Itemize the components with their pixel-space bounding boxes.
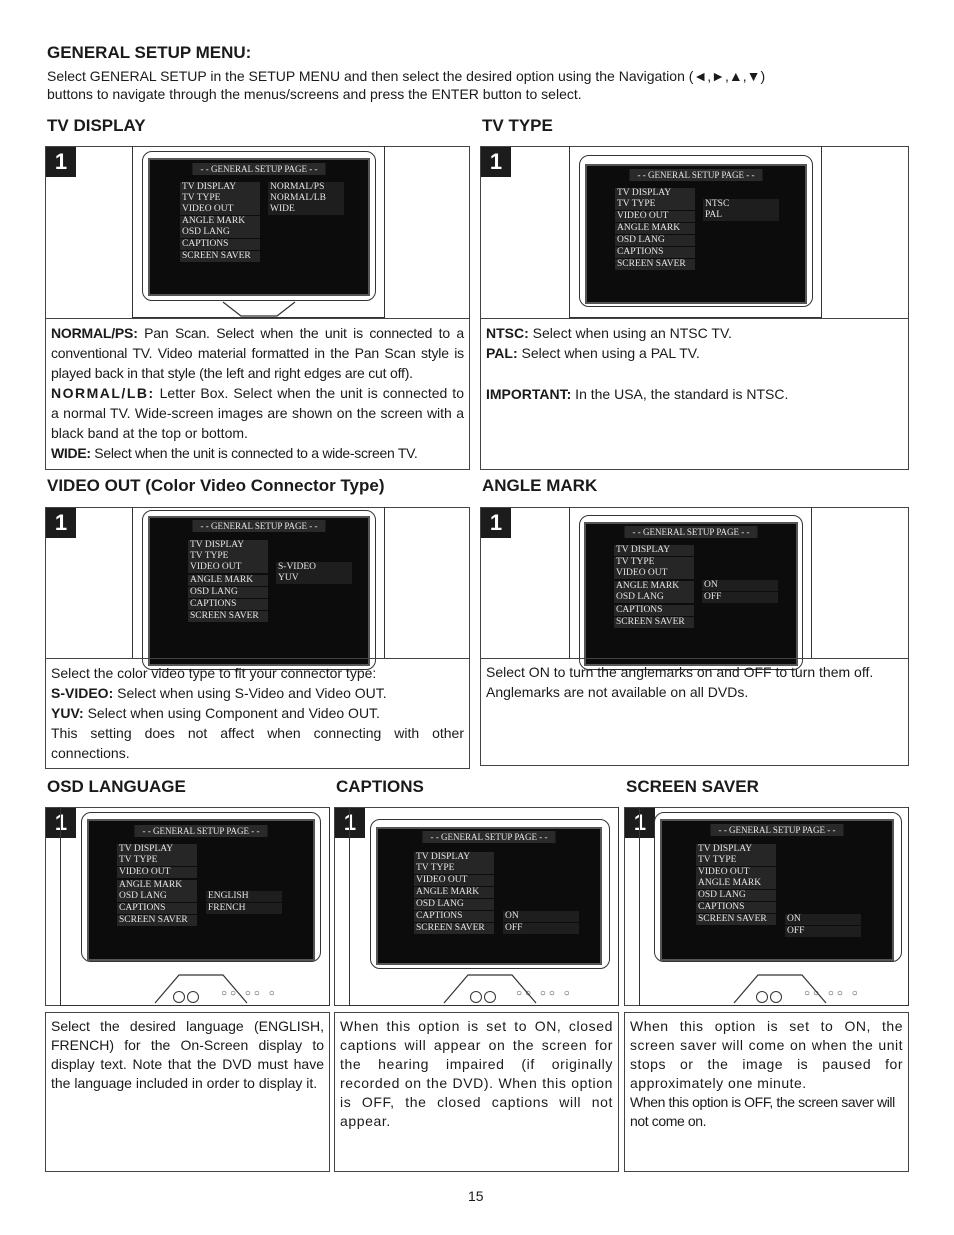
menu-item-tv-type: TV TYPE bbox=[614, 557, 694, 568]
screen-saver-paragraph-2: When this option is OFF, the screen saver will not come on. bbox=[630, 1094, 895, 1129]
front-buttons bbox=[470, 991, 496, 1003]
option-wide: WIDE bbox=[268, 204, 344, 215]
step-badge: 1 bbox=[335, 808, 365, 838]
tv-set bbox=[132, 507, 385, 659]
ntsc-text: Select when using an NTSC TV. bbox=[528, 325, 732, 341]
pal-paragraph bbox=[486, 343, 903, 363]
tv-set bbox=[132, 146, 385, 318]
section-title-screen-saver: SCREEN SAVER bbox=[626, 777, 759, 796]
menu-item-osd-lang: OSD LANG bbox=[696, 890, 776, 901]
tv-set bbox=[639, 807, 909, 1006]
angle-mark-illustration bbox=[480, 507, 909, 659]
tv-screen bbox=[148, 516, 370, 666]
menu-item-video-out: VIDEO OUT bbox=[615, 211, 695, 222]
menu-item-video-out: VIDEO OUT bbox=[117, 867, 197, 878]
yuv-paragraph bbox=[51, 703, 464, 723]
step-badge: 1 bbox=[625, 808, 655, 838]
option-yuv: YUV bbox=[276, 573, 352, 584]
section-title-angle-mark: ANGLE MARK bbox=[482, 476, 598, 495]
intro-text bbox=[47, 67, 907, 103]
normal-ps-text: Pan Scan. Select when the unit is connected to a conventional TV. Video material formatted in the Pan Scan style is played back in that style (the left and right edges are cut off). bbox=[51, 325, 464, 381]
option-on: ON bbox=[785, 914, 861, 925]
option-s-video: S-VIDEO bbox=[276, 562, 352, 573]
step-badge: 1 bbox=[481, 147, 511, 177]
angle-mark-paragraph-2: Anglemarks are not available on all DVDs. bbox=[486, 684, 749, 700]
menu-item-video-out: VIDEO OUT bbox=[180, 204, 260, 215]
ntsc-paragraph bbox=[486, 323, 903, 343]
front-buttons bbox=[173, 991, 199, 1003]
normal-lb-paragraph bbox=[51, 383, 464, 443]
step-badge: 1 bbox=[46, 808, 76, 838]
normal-lb-label: NORMAL/LB: bbox=[51, 385, 155, 401]
option-ntsc: NTSC bbox=[703, 199, 779, 210]
option-normal-lb: NORMAL/LB bbox=[268, 193, 344, 204]
osd-language-paragraph: Select the desired language (ENGLISH, FRENCH) for the On-Screen display to display text. Note that the DVD must have the language included in order to display it. bbox=[51, 1018, 324, 1091]
menu-item-video-out: VIDEO OUT bbox=[188, 562, 268, 573]
menu-item-tv-display: TV DISPLAY bbox=[188, 540, 268, 551]
front-indicators: ○○ ○○ ○ bbox=[221, 988, 278, 999]
wide-text: Select when the unit is connected to a wide-screen TV. bbox=[90, 445, 418, 461]
osd-language-illustration bbox=[45, 807, 330, 1006]
captions-illustration bbox=[334, 807, 619, 1006]
pal-label: PAL: bbox=[486, 345, 518, 361]
menu-item-captions: CAPTIONS bbox=[614, 605, 694, 616]
menu-item-tv-display: TV DISPLAY bbox=[180, 182, 260, 193]
option-french: FRENCH bbox=[206, 903, 282, 914]
menu-item-screen-saver: SCREEN SAVER bbox=[414, 923, 494, 934]
screen-title: - - GENERAL SETUP PAGE - - bbox=[423, 831, 556, 843]
menu-item-screen-saver: SCREEN SAVER bbox=[188, 611, 268, 622]
s-video-text: Select when using S-Video and Video OUT. bbox=[113, 685, 387, 701]
video-out-note: This setting does not affect when connecting with other connections. bbox=[51, 725, 464, 761]
important-paragraph bbox=[486, 384, 903, 404]
tv-screen bbox=[660, 819, 894, 961]
step-badge: 1 bbox=[481, 508, 511, 538]
menu-item-angle-mark: ANGLE MARK bbox=[180, 216, 260, 227]
menu-item-angle-mark: ANGLE MARK bbox=[188, 575, 268, 586]
menu-item-osd-lang: OSD LANG bbox=[188, 587, 268, 598]
screen-title: - - GENERAL SETUP PAGE - - bbox=[711, 824, 844, 836]
tv-set bbox=[569, 146, 822, 318]
menu-item-video-out: VIDEO OUT bbox=[414, 875, 494, 886]
tv-screen bbox=[87, 819, 315, 961]
yuv-label: YUV: bbox=[51, 705, 84, 721]
menu-item-osd-lang: OSD LANG bbox=[614, 592, 694, 603]
menu-item-screen-saver: SCREEN SAVER bbox=[615, 259, 695, 270]
front-buttons bbox=[756, 991, 782, 1003]
important-text: In the USA, the standard is NTSC. bbox=[571, 386, 789, 402]
front-indicators: ○○ ○○ ○ bbox=[804, 988, 861, 999]
angle-mark-paragraph-1: Select ON to turn the anglemarks on and OFF to turn them off. bbox=[486, 664, 874, 680]
option-english: ENGLISH bbox=[206, 891, 282, 902]
tv-display-description bbox=[45, 318, 470, 470]
screen-title: - - GENERAL SETUP PAGE - - bbox=[630, 169, 763, 181]
menu-item-captions: CAPTIONS bbox=[696, 902, 776, 913]
menu-item-tv-display: TV DISPLAY bbox=[414, 852, 494, 863]
menu-item-tv-type: TV TYPE bbox=[180, 193, 260, 204]
option-normal-ps: NORMAL/PS bbox=[268, 182, 344, 193]
page-heading: GENERAL SETUP MENU: bbox=[47, 43, 252, 62]
option-off: OFF bbox=[503, 923, 579, 934]
tv-stand bbox=[151, 967, 251, 1007]
menu-item-screen-saver: SCREEN SAVER bbox=[696, 914, 776, 925]
important-label: IMPORTANT: bbox=[486, 386, 572, 402]
ntsc-label: NTSC: bbox=[486, 325, 529, 341]
yuv-text: Select when using Component and Video OUT. bbox=[83, 705, 380, 721]
menu-item-captions: CAPTIONS bbox=[615, 247, 695, 258]
menu-item-angle-mark: ANGLE MARK bbox=[117, 880, 197, 891]
menu-item-angle-mark: ANGLE MARK bbox=[614, 581, 694, 592]
screen-saver-paragraph-1: When this option is set to ON, the screen saver will come on when the unit stops or the image is paused for approximately one minute. bbox=[630, 1018, 903, 1091]
video-out-intro: Select the color video type to fit your connector type: bbox=[51, 665, 377, 681]
screen-title: - - GENERAL SETUP PAGE - - bbox=[193, 520, 326, 532]
option-pal: PAL bbox=[703, 210, 779, 221]
menu-item-tv-type: TV TYPE bbox=[615, 199, 695, 210]
menu-item-osd-lang: OSD LANG bbox=[414, 899, 494, 910]
tv-type-illustration bbox=[480, 146, 909, 319]
tv-set bbox=[569, 507, 812, 659]
option-on: ON bbox=[702, 580, 778, 591]
menu-item-captions: CAPTIONS bbox=[180, 239, 260, 250]
menu-item-angle-mark: ANGLE MARK bbox=[414, 887, 494, 898]
menu-item-captions: CAPTIONS bbox=[117, 903, 197, 914]
intro-line-2: buttons to navigate through the menus/screens and press the ENTER button to select. bbox=[47, 86, 582, 102]
menu-item-angle-mark: ANGLE MARK bbox=[615, 223, 695, 234]
tv-type-description bbox=[480, 318, 909, 470]
menu-item-tv-display: TV DISPLAY bbox=[614, 545, 694, 556]
s-video-label: S-VIDEO: bbox=[51, 685, 114, 701]
menu-item-tv-type: TV TYPE bbox=[696, 855, 776, 866]
captions-description bbox=[334, 1012, 619, 1172]
menu-item-osd-lang: OSD LANG bbox=[117, 891, 197, 902]
menu-item-tv-display: TV DISPLAY bbox=[696, 844, 776, 855]
section-title-captions: CAPTIONS bbox=[336, 777, 424, 796]
screen-title: - - GENERAL SETUP PAGE - - bbox=[625, 526, 758, 538]
option-off: OFF bbox=[785, 926, 861, 937]
tv-display-illustration bbox=[45, 146, 470, 319]
wide-paragraph bbox=[51, 443, 464, 463]
angle-mark-description bbox=[480, 658, 909, 766]
tv-screen bbox=[584, 522, 798, 666]
menu-item-osd-lang: OSD LANG bbox=[615, 235, 695, 246]
menu-item-tv-display: TV DISPLAY bbox=[117, 844, 197, 855]
normal-lb-text: Letter Box. Select when the unit is connected to a normal TV. Wide-screen images are shown on the screen with a black band at the top or bottom. bbox=[51, 385, 464, 441]
page-number: 15 bbox=[468, 1188, 484, 1204]
screen-saver-illustration bbox=[624, 807, 909, 1006]
s-video-paragraph bbox=[51, 683, 464, 703]
menu-item-tv-type: TV TYPE bbox=[188, 551, 268, 562]
option-on: ON bbox=[503, 911, 579, 922]
step-badge: 1 bbox=[46, 508, 76, 538]
normal-ps-label: NORMAL/PS: bbox=[51, 325, 138, 341]
screen-title: - - GENERAL SETUP PAGE - - bbox=[193, 163, 326, 175]
menu-item-video-out: VIDEO OUT bbox=[696, 867, 776, 878]
section-title-tv-type: TV TYPE bbox=[482, 116, 553, 135]
pal-text: Select when using a PAL TV. bbox=[517, 345, 700, 361]
menu-item-tv-type: TV TYPE bbox=[414, 863, 494, 874]
section-title-video-out: VIDEO OUT (Color Video Connector Type) bbox=[47, 476, 385, 495]
menu-item-captions: CAPTIONS bbox=[188, 599, 268, 610]
osd-language-description bbox=[45, 1012, 330, 1172]
menu-item-tv-type: TV TYPE bbox=[117, 855, 197, 866]
intro-line-1: Select GENERAL SETUP in the SETUP MENU and then select the desired option using the Navigation (◄,►,▲,▼) bbox=[47, 68, 766, 84]
tv-set bbox=[60, 807, 330, 1006]
tv-set bbox=[349, 807, 619, 1006]
tv-screen bbox=[585, 164, 807, 304]
video-out-description bbox=[45, 658, 470, 769]
menu-item-screen-saver: SCREEN SAVER bbox=[614, 617, 694, 628]
menu-item-screen-saver: SCREEN SAVER bbox=[180, 251, 260, 262]
normal-ps-paragraph bbox=[51, 323, 464, 383]
section-title-osd-language: OSD LANGUAGE bbox=[47, 777, 186, 796]
tv-screen bbox=[376, 827, 602, 965]
screen-saver-description bbox=[624, 1012, 909, 1172]
step-badge: 1 bbox=[46, 147, 76, 177]
wide-label: WIDE: bbox=[51, 445, 91, 461]
tv-screen bbox=[148, 158, 370, 296]
screen-title: - - GENERAL SETUP PAGE - - bbox=[135, 825, 268, 837]
menu-item-video-out: VIDEO OUT bbox=[614, 568, 694, 579]
captions-paragraph: When this option is set to ON, closed captions will appear on the screen for the hearing impaired (if originally recorded on the DVD). When this option is OFF, the closed captions will not appear. bbox=[340, 1018, 613, 1129]
menu-item-tv-display: TV DISPLAY bbox=[615, 188, 695, 199]
menu-item-captions: CAPTIONS bbox=[414, 911, 494, 922]
option-off: OFF bbox=[702, 592, 778, 603]
menu-item-osd-lang: OSD LANG bbox=[180, 227, 260, 238]
section-title-tv-display: TV DISPLAY bbox=[47, 116, 146, 135]
menu-item-angle-mark: ANGLE MARK bbox=[696, 878, 776, 889]
tv-stand bbox=[221, 300, 301, 318]
menu-item-screen-saver: SCREEN SAVER bbox=[117, 915, 197, 926]
video-out-illustration bbox=[45, 507, 470, 659]
front-indicators: ○○ ○○ ○ bbox=[516, 988, 573, 999]
